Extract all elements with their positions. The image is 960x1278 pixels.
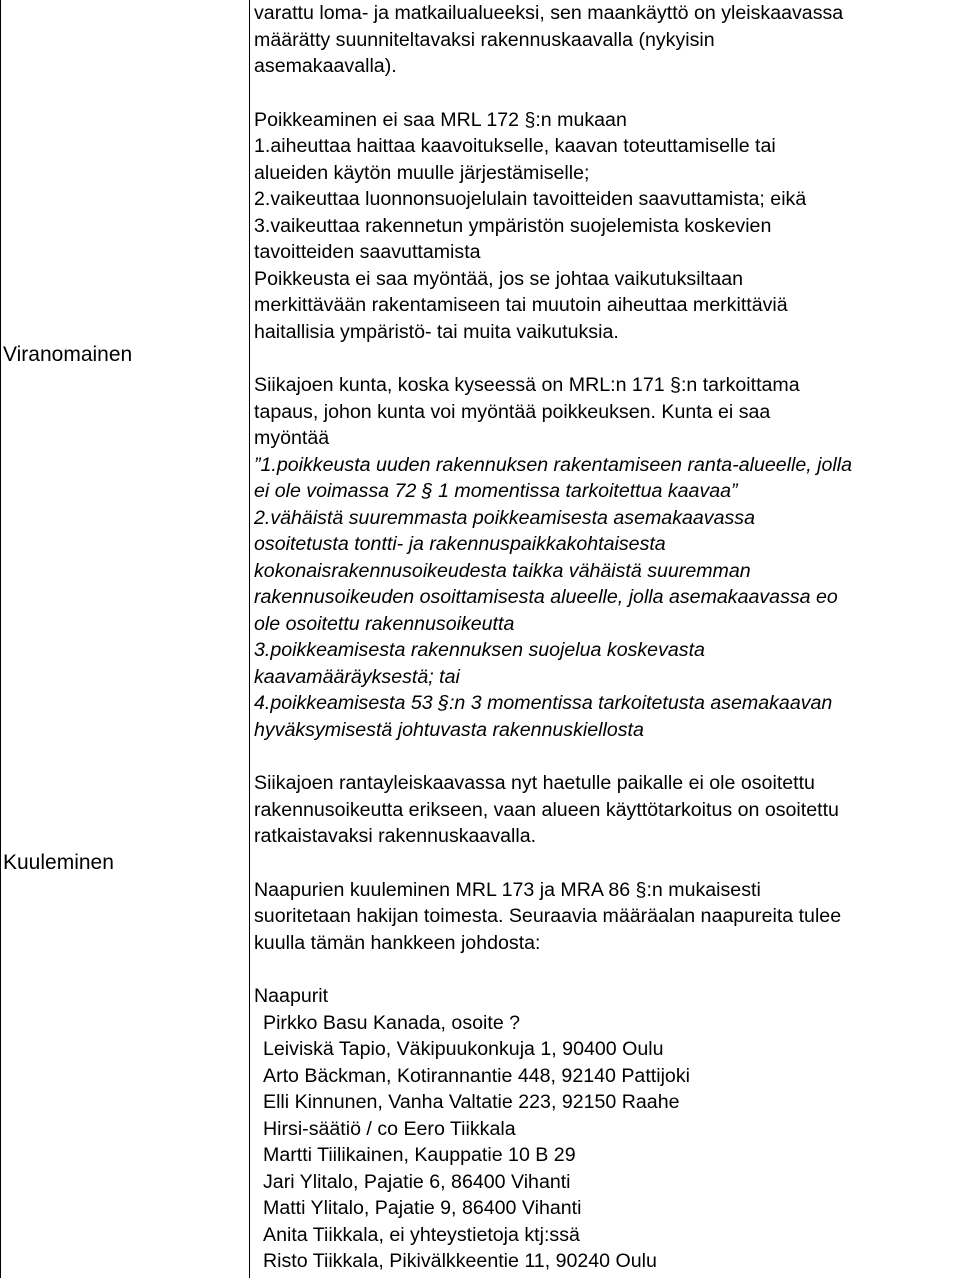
text-line: ratkaistavaksi rakennuskaavalla. — [254, 825, 537, 847]
municipality-paragraph — [254, 372, 960, 452]
text-line: tapaus, johon kunta voi myöntää poikkeuksen. Kunta ei saa — [254, 400, 771, 423]
text-line: tavoitteiden saavuttamista — [254, 241, 481, 263]
neighbor-item: Elli Kinnunen, Vanha Valtatie 223, 92150 Raahe — [263, 1091, 680, 1113]
text-line: Poikkeusta ei saa myöntää, jos se johtaa vaikutuksiltaan — [254, 267, 744, 290]
quoted-line: 4.poikkeamisesta 53 §:n 3 momentissa tarkoitetusta asemakaavan — [254, 692, 833, 714]
left-border-line — [0, 0, 1, 1278]
text-line: varattu loma- ja matkailualueeksi, sen maankäyttö on yleiskaavassa — [254, 2, 844, 24]
text-line: 1.aiheuttaa haittaa kaavoitukselle, kaavan toteuttamiselle tai — [254, 135, 776, 157]
text-line: suoritetaan hakijan toimesta. Seuraavia määräalan naapureita tulee — [254, 905, 842, 927]
neighbor-item: Anita Tiikkala, ei yhteystietoja ktj:ssä — [263, 1223, 580, 1246]
quoted-line: 3.poikkeamisesta rakennuksen suojelua koskevasta — [254, 639, 705, 661]
quoted-line: ole osoitettu rakennusoikeutta — [254, 612, 515, 635]
text-line: haitallisia ympäristö- tai muita vaikutuksia. — [254, 320, 619, 343]
neighbors-block — [254, 983, 960, 1275]
text-line: Siikajoen kunta, koska kyseessä on MRL:n 171 §:n tarkoittama — [254, 374, 800, 396]
text-line: Siikajoen rantayleiskaavassa nyt haetulle paikalle ei ole osoitettu — [254, 772, 815, 794]
quoted-line: ”1.poikkeusta uuden rakennuksen rakentamiseen ranta-alueelle, jolla — [254, 453, 852, 476]
text-line: merkittävään rakentamiseen tai muutoin aiheuttaa merkittäviä — [254, 294, 788, 316]
neighbors-heading: Naapurit — [254, 985, 329, 1007]
text-line: rakennusoikeutta erikseen, vaan alueen käyttötarkoitus on osoitettu — [254, 798, 839, 821]
quoted-line: osoitetusta tontti- ja rakennuspaikkakohtaisesta — [254, 533, 666, 555]
text-line: alueiden käytön muulle järjestämiselle; — [254, 161, 590, 184]
text-line: kuulla tämän hankkeen johdosta: — [254, 931, 541, 954]
text-line: asemakaavalla). — [254, 55, 397, 77]
neighbor-item: Arto Bäckman, Kotirannantie 448, 92140 Pattijoki — [263, 1064, 690, 1087]
section-label-authority: Viranomainen — [3, 343, 133, 366]
quoted-line: kaavamääräyksestä; tai — [254, 665, 460, 688]
text-line: Poikkeaminen ei saa MRL 172 §:n mukaan — [254, 108, 627, 131]
section-label-hearing: Kuuleminen — [3, 851, 114, 874]
authority-restrictions-paragraph — [254, 107, 960, 346]
quoted-line: kokonaisrakennusoikeudesta taikka vähäistä suuremman — [254, 559, 751, 582]
neighbor-item: Pirkko Basu Kanada, osoite ? — [263, 1011, 521, 1034]
text-line: 3.vaikeuttaa rakennetun ympäristön suojelemista koskevien — [254, 214, 772, 237]
text-line: myöntää — [254, 427, 330, 449]
master-plan-paragraph — [254, 770, 960, 850]
neighbor-item: Risto Tiikkala, Pikivälkkeentie 11, 90240 Oulu — [263, 1250, 657, 1272]
neighbor-item: Martti Tiilikainen, Kauppatie 10 B 29 — [263, 1144, 576, 1166]
quoted-restrictions-list — [254, 452, 960, 744]
text-line: määrätty suunniteltavaksi rakennuskaavalla (nykyisin — [254, 28, 715, 51]
neighbor-item: Matti Ylitalo, Pajatie 9, 86400 Vihanti — [263, 1197, 582, 1219]
content-column — [254, 0, 960, 1275]
quoted-line: 2.vähäistä suuremmasta poikkeamisesta asemakaavassa — [254, 506, 755, 529]
hearing-paragraph — [254, 877, 960, 957]
column-divider-line — [249, 0, 250, 1278]
quoted-line: hyväksymisestä johtuvasta rakennuskiellosta — [254, 718, 644, 741]
neighbor-item: Leiviskä Tapio, Väkipuukonkuja 1, 90400 Oulu — [263, 1038, 664, 1060]
neighbor-item: Hirsi-säätiö / co Eero Tiikkala — [263, 1117, 516, 1140]
text-line: 2.vaikeuttaa luonnonsuojelulain tavoitteiden saavuttamista; eikä — [254, 188, 807, 210]
text-line: Naapurien kuuleminen MRL 173 ja MRA 86 §:n mukaisesti — [254, 878, 761, 901]
neighbor-item: Jari Ylitalo, Pajatie 6, 86400 Vihanti — [263, 1170, 571, 1193]
intro-paragraph — [254, 0, 960, 80]
quoted-line: ei ole voimassa 72 § 1 momentissa tarkoitettua kaavaa” — [254, 480, 738, 502]
quoted-line: rakennusoikeuden osoittamisesta alueelle, jolla asemakaavassa eo — [254, 586, 838, 608]
